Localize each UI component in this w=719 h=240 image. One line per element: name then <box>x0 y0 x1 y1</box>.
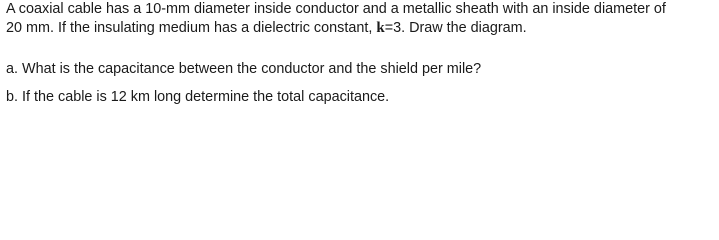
question-b <box>6 88 389 106</box>
question-a <box>6 60 481 78</box>
problem-statement-line-1 <box>6 0 666 18</box>
problem-statement-line-2 <box>6 19 527 37</box>
problem-statement-text-3: =3. Draw the diagram. <box>384 20 527 36</box>
question-a-text: a. What is the capacitance between the conductor and the shield per mile? <box>6 61 482 77</box>
problem-statement-text-2: 20 mm. If the insulating medium has a dielectric constant, <box>6 20 377 36</box>
dielectric-constant-symbol: k <box>376 20 385 36</box>
problem-text-block <box>6 0 718 126</box>
question-b-text: b. If the cable is 12 km long determine the total capacitance. <box>6 89 390 105</box>
problem-statement-text-1: A coaxial cable has a 10-mm diameter inside conductor and a metallic sheath with an inside diameter of <box>6 1 666 17</box>
